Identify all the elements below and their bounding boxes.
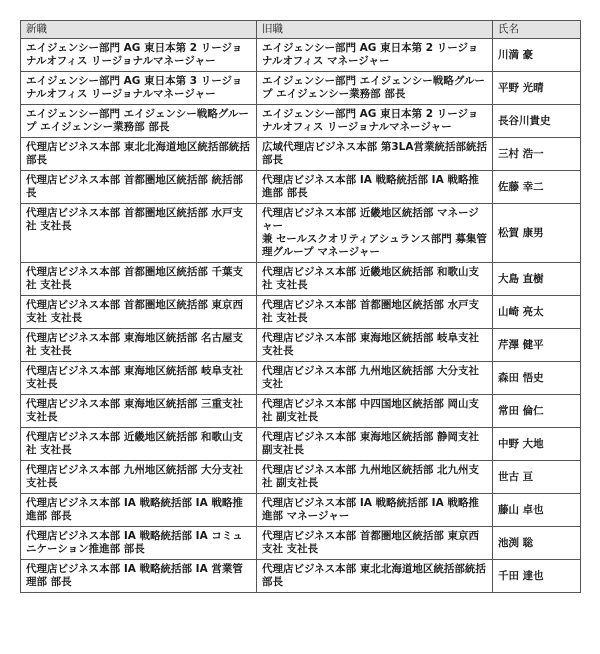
name-cell: 森田 悟史: [493, 362, 581, 395]
header-row: [21, 21, 581, 39]
old-position-cell: 代理店ビジネス本部 東海地区統括部 静岡支社 副支社長: [257, 428, 493, 461]
table-row: [21, 105, 581, 138]
table-row: [21, 296, 581, 329]
table-row: [21, 72, 581, 105]
name-cell: 長谷川貴史: [493, 105, 581, 138]
old-position-cell: エイジェンシー部門 AG 東日本第 2 リージョナルオフィス マネージャー: [257, 39, 493, 72]
name-cell: 千田 達也: [493, 560, 581, 593]
new-position-cell: 代理店ビジネス本部 九州地区統括部 大分支社 支社長: [21, 461, 257, 494]
old-position-cell: 代理店ビジネス本部 IA 戦略統括部 IA 戦略推進部 部長: [257, 171, 493, 204]
old-position-cell: 代理店ビジネス本部 IA 戦略統括部 IA 戦略推進部 マネージャー: [257, 494, 493, 527]
new-position-cell: 代理店ビジネス本部 首都圏地区統括部 千葉支社 支社長: [21, 263, 257, 296]
table-row: [21, 138, 581, 171]
old-position-cell: エイジェンシー部門 AG 東日本第 2 リージョナルオフィス リージョナルマネージャー: [257, 105, 493, 138]
new-position-cell: 代理店ビジネス本部 IA 戦略統括部 IA コミュニケーション推進部 部長: [21, 527, 257, 560]
old-position-cell: 代理店ビジネス本部 東海地区統括部 岐阜支社 支社長: [257, 329, 493, 362]
table-row: [21, 204, 581, 263]
new-position-cell: 代理店ビジネス本部 東海地区統括部 三重支社 支社長: [21, 395, 257, 428]
new-position-cell: 代理店ビジネス本部 首都圏地区統括部 東京西支社 支社長: [21, 296, 257, 329]
name-cell: 中野 大地: [493, 428, 581, 461]
table-row: [21, 428, 581, 461]
name-cell: 山崎 亮太: [493, 296, 581, 329]
name-cell: 平野 光晴: [493, 72, 581, 105]
old-position-cell: 代理店ビジネス本部 近畿地区統括部 マネージャー 兼 セールスクオリティアシュランス部門 募集管理グループ マネージャー: [257, 204, 493, 263]
new-position-cell: 代理店ビジネス本部 首都圏地区統括部 水戸支社 支社長: [21, 204, 257, 263]
table-row: [21, 461, 581, 494]
table-row: [21, 263, 581, 296]
old-position-cell: 代理店ビジネス本部 近畿地区統括部 和歌山支社 支社長: [257, 263, 493, 296]
name-cell: 三村 浩一: [493, 138, 581, 171]
table-header: [21, 21, 581, 39]
table-row: [21, 329, 581, 362]
name-cell: 松賀 康男: [493, 204, 581, 263]
table-row: [21, 395, 581, 428]
name-cell: 大島 直樹: [493, 263, 581, 296]
old-position-cell: 代理店ビジネス本部 首都圏地区統括部 東京西支社 支社長: [257, 527, 493, 560]
table-row: [21, 527, 581, 560]
name-cell: 川満 豪: [493, 39, 581, 72]
new-position-cell: 代理店ビジネス本部 東海地区統括部 岐阜支社 支社長: [21, 362, 257, 395]
old-position-cell: 代理店ビジネス本部 首都圏地区統括部 水戸支社 支社長: [257, 296, 493, 329]
name-cell: 芹澤 健平: [493, 329, 581, 362]
header-new-position: 新職: [21, 21, 257, 39]
new-position-cell: 代理店ビジネス本部 IA 戦略統括部 IA 戦略推進部 部長: [21, 494, 257, 527]
old-position-cell: エイジェンシー部門 エイジェンシー戦略グループ エイジェンシー業務部 部長: [257, 72, 493, 105]
new-position-cell: エイジェンシー部門 AG 東日本第 3 リージョナルオフィス リージョナルマネージャー: [21, 72, 257, 105]
new-position-cell: 代理店ビジネス本部 首都圏地区統括部 統括部長: [21, 171, 257, 204]
name-cell: 池渕 聡: [493, 527, 581, 560]
table-body: [21, 39, 581, 593]
new-position-cell: エイジェンシー部門 エイジェンシー戦略グループ エイジェンシー業務部 部長: [21, 105, 257, 138]
header-old-position: 旧職: [257, 21, 493, 39]
old-position-cell: 代理店ビジネス本部 東北北海道地区統括部統括部長: [257, 560, 493, 593]
old-position-cell: 代理店ビジネス本部 九州地区統括部 北九州支社 副支社長: [257, 461, 493, 494]
old-position-cell: 代理店ビジネス本部 九州地区統括部 大分支社 支社: [257, 362, 493, 395]
new-position-cell: 代理店ビジネス本部 東海地区統括部 名古屋支社 支社長: [21, 329, 257, 362]
personnel-table: [20, 20, 581, 593]
new-position-cell: 代理店ビジネス本部 IA 戦略統括部 IA 営業管理部 部長: [21, 560, 257, 593]
header-name: 氏名: [493, 21, 581, 39]
new-position-cell: 代理店ビジネス本部 東北北海道地区統括部統括部長: [21, 138, 257, 171]
name-cell: 藤山 卓也: [493, 494, 581, 527]
name-cell: 常田 倫仁: [493, 395, 581, 428]
new-position-cell: エイジェンシー部門 AG 東日本第 2 リージョナルオフィス リージョナルマネージャー: [21, 39, 257, 72]
name-cell: 佐藤 幸二: [493, 171, 581, 204]
table-row: [21, 39, 581, 72]
table-row: [21, 494, 581, 527]
table-row: [21, 362, 581, 395]
old-position-cell: 広域代理店ビジネス本部 第3LA営業統括部統括部長: [257, 138, 493, 171]
old-position-cell: 代理店ビジネス本部 中四国地区統括部 岡山支社 副支社長: [257, 395, 493, 428]
new-position-cell: 代理店ビジネス本部 近畿地区統括部 和歌山支社 支社長: [21, 428, 257, 461]
name-cell: 世古 亘: [493, 461, 581, 494]
table-row: [21, 171, 581, 204]
table-row: [21, 560, 581, 593]
